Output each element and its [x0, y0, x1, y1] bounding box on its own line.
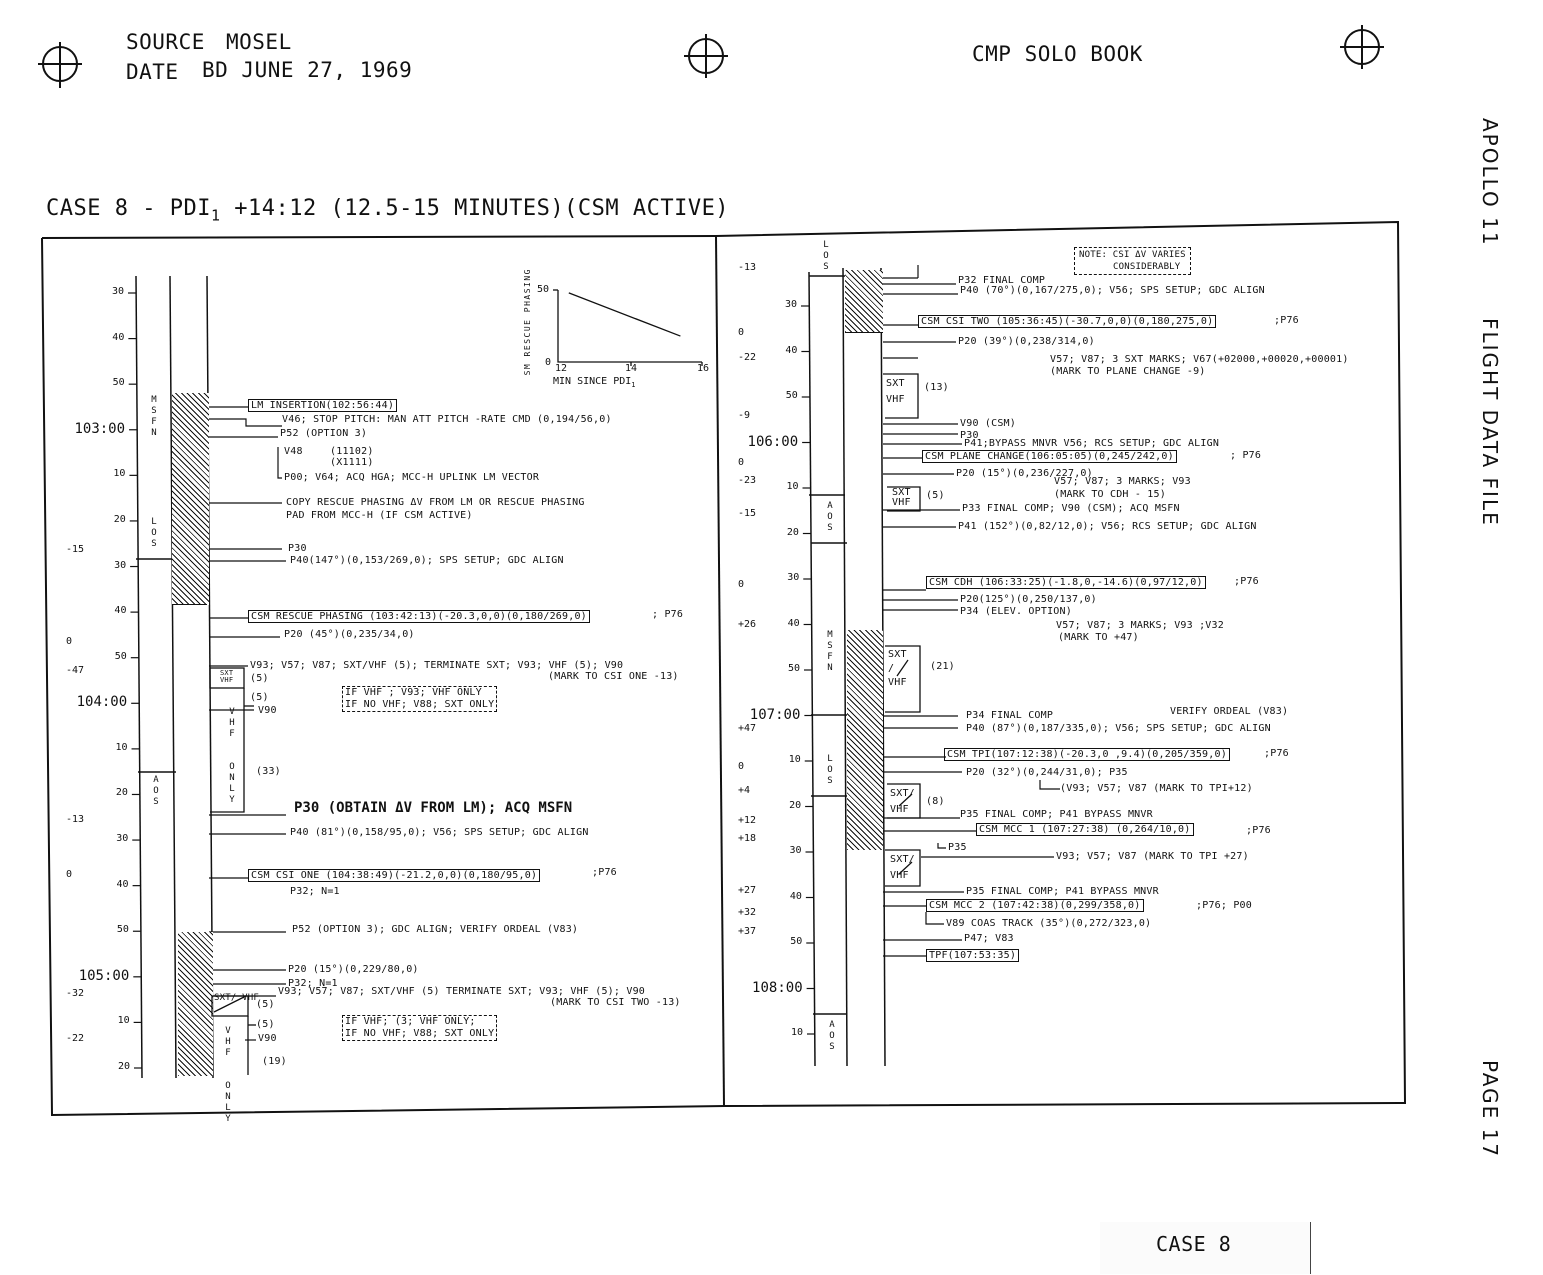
r-p34-final: P34 FINAL COMP — [966, 710, 1054, 721]
right-delta-label: -13 — [738, 262, 757, 273]
right-los-label: L O S — [823, 240, 829, 272]
right-delta-label: +4 — [738, 785, 751, 796]
right-tick-label: 40 — [785, 344, 798, 356]
csm-tpi: CSM TPI(107:12:38)(-20.3,0 ,9.4)(0,205/359,0) — [947, 749, 1227, 760]
case-label: CASE 8 — [1156, 1232, 1232, 1256]
r-p76c: ;P76 — [1234, 576, 1259, 587]
right-tick-label: 50 — [785, 390, 798, 401]
inset-x-tick-16: 16 — [697, 363, 710, 374]
left-entry-v90: V90 — [258, 705, 277, 716]
csm-csi-one: CSM CSI ONE (104:38:49)(-21.2,0,0)(0,180/95,0) — [251, 870, 538, 881]
source-label: SOURCE — [126, 30, 205, 54]
r-v89: V89 COAS TRACK (35°)(0,272/323,0) — [946, 918, 1152, 929]
left-tick-label: 30 — [111, 286, 124, 297]
right-los-label-2: L O S — [827, 754, 833, 786]
r-p30: P30 — [960, 430, 979, 441]
left-entry-v90b: V90 — [258, 1033, 277, 1044]
csm-mcc2-box — [926, 899, 1144, 912]
date-label: DATE — [126, 60, 179, 84]
r-mark-47: (MARK TO +47) — [1058, 632, 1139, 643]
r-p41a: P41;BYPASS MNVR V56; RCS SETUP; GDC ALIGN — [964, 438, 1220, 449]
r-p20c: P20(125°)(0,250/137,0) — [960, 594, 1097, 605]
right-tick-label: 50 — [787, 663, 800, 674]
left-entry-p32: P32; N=1 — [290, 886, 340, 897]
right-tick-label: 40 — [789, 890, 802, 902]
left-entry-5b: (5) — [250, 692, 269, 703]
left-delta-label: -32 — [66, 988, 85, 999]
left-tick-label: 40 — [116, 878, 129, 890]
left-entry-x1111: (X1111) — [330, 457, 374, 468]
left-tick-label: 30 — [114, 559, 127, 571]
left-entry-v46: V46; STOP PITCH: MAN ATT PITCH -RATE CMD (0,194/56,0) — [282, 414, 612, 425]
right-delta-label: -22 — [738, 352, 757, 363]
right-tick-label: 10 — [788, 754, 801, 765]
r-mark-plane: (MARK TO PLANE CHANGE -9) — [1050, 366, 1206, 377]
side-page: PAGE 17 — [1478, 1060, 1502, 1159]
r-p76d: ;P76 — [1264, 748, 1289, 759]
right-sxt-vhf-5: SXT/ VHF — [890, 854, 915, 881]
right-tick-label: 10 — [786, 481, 799, 492]
r-mark-cdh: (MARK TO CDH - 15) — [1054, 489, 1166, 500]
left-tick-label: 20 — [115, 787, 128, 799]
left-entry-p30: P30 — [288, 543, 307, 554]
left-tick-label: 105:00 — [78, 967, 130, 984]
r-p41b: P41 (152°)(0,82/12,0); V56; RCS SETUP; GDC ALIGN — [958, 521, 1257, 532]
r-p35b: P35 — [948, 842, 967, 853]
right-delta-label: -15 — [738, 508, 757, 519]
left-sxt-vhf-tag: SXT VHF — [220, 669, 234, 684]
right-note-line1: NOTE: CSI ΔV VARIES — [1079, 250, 1186, 260]
right-aos-label: A O S — [827, 501, 833, 533]
title-main: CASE 8 - PDI — [46, 196, 211, 221]
side-file: FLIGHT DATA FILE — [1478, 318, 1502, 527]
left-delta-label: -22 — [66, 1033, 85, 1044]
right-sxt-vhf-1: SXT VHF — [886, 378, 905, 405]
left-vhf-label-2: V H F O N L Y — [225, 1026, 231, 1124]
r-21: (21) — [930, 661, 955, 672]
inset-x-tick-14: 14 — [625, 363, 638, 374]
left-tick-label: 20 — [113, 513, 126, 525]
r-p76f: ;P76; P00 — [1196, 900, 1252, 911]
right-delta-label: 0 — [738, 457, 745, 468]
left-vhf-note2-line1: IF VHF; (3; VHF ONLY; — [345, 1016, 476, 1027]
right-tick-label: 20 — [786, 526, 799, 538]
inset-y-top: 50 — [537, 284, 550, 295]
left-entry-mark-csi-one: (MARK TO CSI ONE -13) — [548, 671, 679, 682]
r-p20b: P20 (15°)(0,236/227,0) — [956, 468, 1093, 479]
right-note-line2: CONSIDERABLY — [1113, 262, 1181, 272]
right-delta-label: +47 — [738, 723, 757, 734]
right-sxt-vhf-3: SXT / VHF — [888, 649, 907, 688]
right-tick-label: 20 — [789, 799, 802, 811]
left-tick-label: 50 — [116, 924, 129, 936]
right-tick-label: 50 — [790, 936, 803, 947]
left-vhf-only-label: V H F O N L Y — [229, 707, 235, 805]
right-delta-label: +18 — [738, 833, 757, 844]
left-entry-p76a: ; P76 — [652, 609, 684, 620]
source-value: MOSEL — [226, 30, 292, 54]
left-entry-p00: P00; V64; ACQ HGA; MCC-H UPLINK LM VECTOR — [284, 472, 540, 483]
left-vhf-note-line1: IF VHF ; V93; VHF ONLY — [345, 687, 482, 698]
left-entry-5a: (5) — [250, 673, 269, 684]
csm-cdh-box — [926, 576, 1206, 589]
left-entry-p40b: P40 (81°)(0,158/95,0); V56; SPS SETUP; GDC ALIGN — [290, 827, 589, 838]
left-aos-label: A O S — [153, 775, 159, 807]
right-tick-label: 40 — [787, 617, 800, 629]
right-delta-label: +32 — [738, 907, 757, 918]
left-entry-p20: P20 (45°)(0,235/34,0) — [284, 629, 415, 640]
r-v93-tpi27: V93; V57; V87 (MARK TO TPI +27) — [1056, 851, 1249, 862]
r-p35c: P35 FINAL COMP; P41 BYPASS MNVR — [966, 886, 1159, 897]
r-p20d: P20 (32°)(0,244/31,0); P35 — [966, 767, 1128, 778]
left-entry-v93b: V93; V57; V87; SXT/VHF (5) TERMINATE SXT; V93; VHF (5); V90 — [278, 986, 646, 997]
right-delta-label: 0 — [738, 327, 745, 338]
left-delta-label: 0 — [66, 869, 73, 880]
csm-plane-change-box — [922, 450, 1177, 463]
r-v57c: V57; V87; 3 MARKS; V93 ;V32 — [1056, 620, 1224, 631]
r-p35a: P35 FINAL COMP; P41 BYPASS MNVR — [960, 809, 1153, 820]
left-entry-5d: (5) — [256, 1019, 275, 1030]
right-delta-label: -9 — [738, 410, 751, 421]
left-entry-v93: V93; V57; V87; SXT/VHF (5); TERMINATE SXT; V93; VHF (5); V90 — [250, 660, 624, 671]
lm-insertion: LM INSERTION(102:56:44) — [251, 400, 395, 411]
right-tick-label: 30 — [787, 572, 800, 583]
csm-mcc1: CSM MCC 1 (107:27:38) (0,264/10,0) — [979, 824, 1191, 835]
date-value: BD JUNE 27, 1969 — [202, 58, 413, 82]
left-msfn-label: M S F N — [151, 395, 157, 438]
r-p76a: ;P76 — [1274, 315, 1299, 326]
right-delta-label: -23 — [738, 475, 757, 486]
left-vhf-note-line2: IF NO VHF; V88; SXT ONLY — [345, 699, 495, 710]
left-tick-label: 103:00 — [74, 420, 126, 437]
left-entry-pad: PAD FROM MCC-H (IF CSM ACTIVE) — [286, 510, 473, 521]
r-p40: P40 (70°)(0,167/275,0); V56; SPS SETUP; GDC ALIGN — [960, 285, 1265, 296]
right-aos-label-2: A O S — [829, 1020, 835, 1052]
left-tick-label: 20 — [117, 1061, 130, 1072]
left-entry-p76b: ;P76 — [592, 867, 617, 878]
r-5: (5) — [926, 490, 945, 501]
r-8: (8) — [926, 796, 945, 807]
left-sxt-vhf-tag-2: SXT/ VHF — [214, 993, 259, 1003]
r-verify-ordeal: VERIFY ORDEAL (V83) — [1170, 706, 1289, 717]
r-v57b: V57; V87; 3 MARKS; V93 — [1054, 476, 1191, 487]
book-title: CMP SOLO BOOK — [972, 42, 1143, 66]
r-v90: V90 (CSM) — [960, 418, 1016, 429]
csm-plane-change: CSM PLANE CHANGE(106:05:05)(0,245/242,0) — [925, 451, 1174, 462]
r-p34: P34 (ELEV. OPTION) — [960, 606, 1072, 617]
inset-x-tick-12: 12 — [555, 363, 568, 374]
left-entry-p30-obtain: P30 (OBTAIN ΔV FROM LM); ACQ MSFN — [294, 800, 573, 816]
inset-ylabel: SM RESCUE PHASING — [523, 268, 532, 376]
inset-y-bottom: 0 — [545, 357, 552, 368]
left-entry-p20b: P20 (15°)(0,229/80,0) — [288, 964, 419, 975]
left-entry-v48: V48 — [284, 446, 303, 457]
left-entry-copy: COPY RESCUE PHASING ΔV FROM LM OR RESCUE PHASING — [286, 497, 585, 508]
right-delta-label: 0 — [738, 579, 745, 590]
left-los-label: L O S — [151, 517, 157, 549]
inset-xlabel-sub: 1 — [631, 381, 636, 389]
csm-tpi-box — [944, 748, 1230, 761]
left-entry-5c: (5) — [256, 999, 275, 1010]
right-delta-label: +37 — [738, 926, 757, 937]
left-tick-label: 50 — [112, 377, 125, 389]
right-sxt-vhf-2: SXT VHF — [892, 487, 911, 508]
csm-csi-two: CSM CSI TWO (105:36:45)(-30.7,0,0)(0,180,275,0) — [921, 316, 1214, 327]
right-tick-label: 108:00 — [752, 979, 803, 996]
r-p40b: P40 (87°)(0,187/335,0); V56; SPS SETUP; GDC ALIGN — [966, 723, 1271, 734]
left-entry-mark-csi-two: (MARK TO CSI TWO -13) — [550, 997, 681, 1008]
left-entry-11102: (11102) — [330, 446, 374, 457]
r-v93-tpi12: (V93; V57; V87 (MARK TO TPI+12) — [1060, 783, 1253, 794]
r-p33: P33 FINAL COMP; V90 (CSM); ACQ MSFN — [962, 503, 1180, 514]
right-tick-label: 30 — [784, 299, 797, 310]
tpf: TPF(107:53:35) — [929, 950, 1017, 961]
left-entry-19: (19) — [262, 1056, 287, 1067]
right-tick-label: 10 — [790, 1027, 803, 1038]
left-entry-p32b: P32; N=1 — [288, 978, 338, 989]
left-tick-label: 10 — [117, 1015, 130, 1027]
csm-rescue-phasing: CSM RESCUE PHASING (103:42:13)(-20.3,0,0)(0,180/269,0) — [251, 611, 587, 622]
right-delta-label: 0 — [738, 761, 745, 772]
r-p32: P32 FINAL COMP — [958, 275, 1046, 286]
tpf-box — [926, 949, 1019, 962]
left-delta-label: 0 — [66, 636, 73, 647]
r-v57a: V57; V87; 3 SXT MARKS; V67(+02000,+00020,+00001) — [1050, 354, 1349, 365]
left-tick-label: 40 — [112, 331, 125, 343]
title-rest: +14:12 (12.5-15 MINUTES)(CSM ACTIVE) — [220, 196, 730, 221]
r-p47: P47; V83 — [964, 933, 1014, 944]
left-delta-label: -47 — [66, 665, 85, 676]
csm-csi-two-box — [918, 315, 1216, 328]
left-entry-p40: P40(147°)(0,153/269,0); SPS SETUP; GDC ALIGN — [290, 555, 564, 566]
side-mission: APOLLO 11 — [1478, 118, 1502, 247]
right-tick-label: 30 — [789, 845, 802, 856]
left-vhf-note2-line2: IF NO VHF; V88; SXT ONLY — [345, 1028, 495, 1039]
right-note-box — [1074, 247, 1191, 275]
inset-xlabel-text: MIN SINCE PDI — [553, 376, 632, 387]
right-delta-label: +27 — [738, 885, 757, 896]
right-sxt-vhf-4: SXT/ VHF — [890, 788, 915, 815]
right-delta-label: +26 — [738, 619, 757, 630]
r-p20a: P20 (39°)(0,238/314,0) — [958, 336, 1095, 347]
left-tick-label: 40 — [114, 605, 127, 617]
left-entry-p52: P52 (OPTION 3) — [280, 428, 368, 439]
right-tick-label: 107:00 — [749, 706, 801, 723]
left-entry-33: (33) — [256, 766, 281, 777]
right-tick-label: 106:00 — [747, 433, 799, 450]
left-tick-label: 10 — [113, 468, 126, 480]
csm-mcc1-box — [976, 823, 1194, 836]
title-sub: 1 — [210, 206, 221, 225]
left-tick-label: 104:00 — [76, 694, 128, 711]
csm-cdh: CSM CDH (106:33:25)(-1.8,0,-14.6)(0,97/12,0) — [929, 577, 1203, 588]
left-tick-label: 10 — [115, 741, 128, 753]
left-tick-label: 30 — [116, 833, 129, 845]
left-delta-label: -13 — [66, 814, 85, 825]
r-p76e: ;P76 — [1246, 825, 1271, 836]
r-p76b: ; P76 — [1230, 450, 1262, 461]
left-tick-label: 50 — [114, 650, 127, 662]
left-delta-label: -15 — [66, 544, 85, 555]
r-13: (13) — [924, 382, 949, 393]
right-delta-label: +12 — [738, 815, 757, 826]
right-msfn-label: M S F N — [827, 630, 833, 673]
csm-mcc2: CSM MCC 2 (107:42:38)(0,299/358,0) — [929, 900, 1141, 911]
left-entry-p52b: P52 (OPTION 3); GDC ALIGN; VERIFY ORDEAL (V83) — [292, 924, 579, 935]
